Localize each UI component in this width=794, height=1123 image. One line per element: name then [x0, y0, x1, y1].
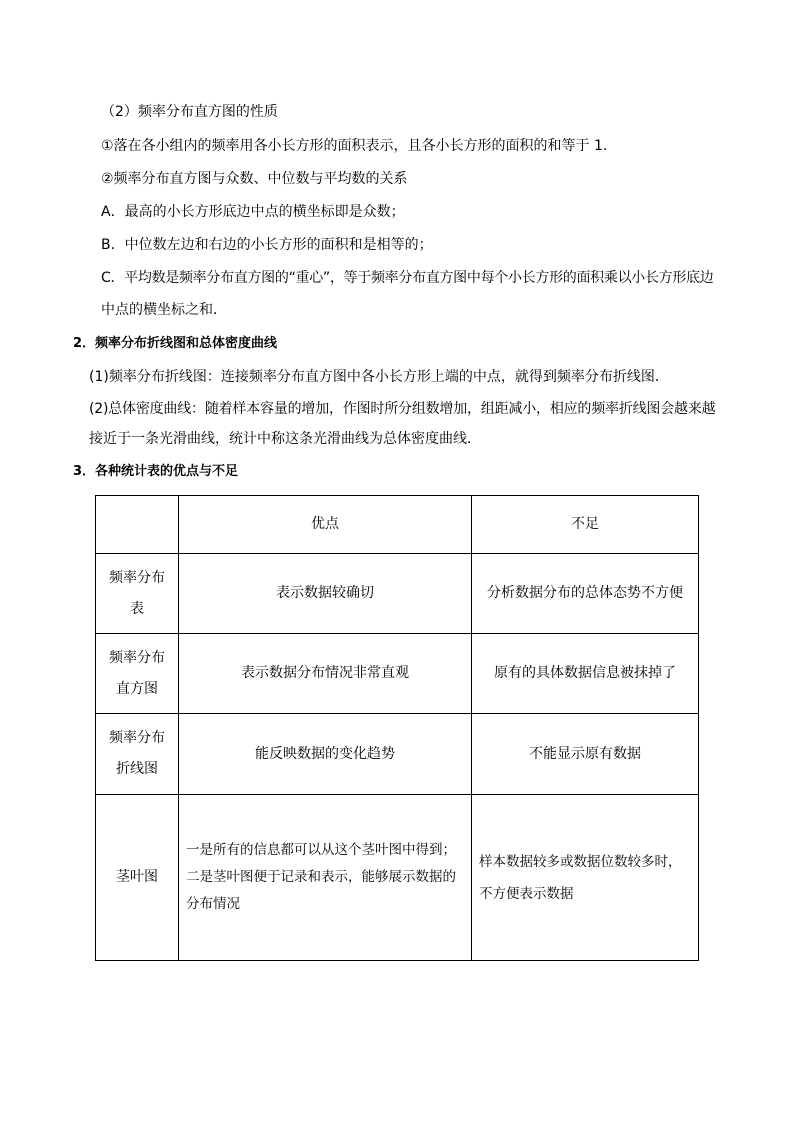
section2-p2-line1: (2)总体密度曲线：随着样本容量的增加，作图时所分组数增加，组距减小，相应的频率折线图会越来越: [89, 401, 716, 417]
table-row-cons: 分析数据分布的总体态势不方便: [472, 554, 699, 634]
table-row-pros: 表示数据分布情况非常直观: [179, 634, 472, 714]
table-row: [96, 634, 699, 714]
table-row-pros: 能反映数据的变化趋势: [179, 714, 472, 795]
table-header-pros: 优点: [179, 496, 472, 554]
table-row-name: 茎叶图: [96, 795, 179, 961]
table-row-cons: 样本数据较多或数据位数较多时， 不方便表示数据: [472, 795, 699, 961]
table-row-cons: 原有的具体数据信息被抹掉了: [472, 634, 699, 714]
section2-heading: 2．频率分布折线图和总体密度曲线: [73, 336, 278, 351]
props-item-c-line1: C．平均数是频率分布直方图的“重心”，等于频率分布直方图中每个小长方形的面积乘以小长方形底边: [101, 270, 714, 286]
table-row-pros: 表示数据较确切: [179, 554, 472, 634]
props-heading: （2）频率分布直方图的性质: [101, 104, 278, 120]
section2-p2-line2: 接近于一条光滑曲线，统计中称这条光滑曲线为总体密度曲线．: [89, 431, 481, 447]
props-item-a: A．最高的小长方形底边中点的横坐标即是众数；: [101, 204, 405, 220]
props-item-2: ②频率分布直方图与众数、中位数与平均数的关系: [101, 171, 408, 187]
table-row: [96, 554, 699, 634]
table-header-cons: 不足: [472, 496, 699, 554]
table-row-name: 频率分布 直方图: [96, 634, 179, 714]
table-row: [96, 714, 699, 795]
table-row-cons: 不能显示原有数据: [472, 714, 699, 795]
props-item-b: B．中位数左边和右边的小长方形的面积和是相等的；: [101, 237, 433, 253]
props-item-1: ①落在各小组内的频率用各小长方形的面积表示，且各小长方形的面积的和等于 1.: [101, 138, 608, 154]
table-row-pros: 一是所有的信息都可以从这个茎叶图中得到； 二是茎叶图便于记录和表示，能够展示数据的 分布情况: [179, 795, 472, 961]
table-row: [96, 795, 699, 961]
table-row-name: 频率分布 表: [96, 554, 179, 634]
props-item-c-line2: 中点的横坐标之和．: [101, 302, 227, 318]
table-row-name: 频率分布 折线图: [96, 714, 179, 795]
stats-comparison-table: [95, 495, 699, 961]
section2-p1: (1)频率分布折线图：连接频率分布直方图中各小长方形上端的中点，就得到频率分布折线图．: [89, 369, 669, 385]
section3-heading: 3．各种统计表的优点与不足: [73, 464, 239, 479]
table-header-row: [96, 496, 699, 554]
table-header-blank: [96, 496, 179, 554]
